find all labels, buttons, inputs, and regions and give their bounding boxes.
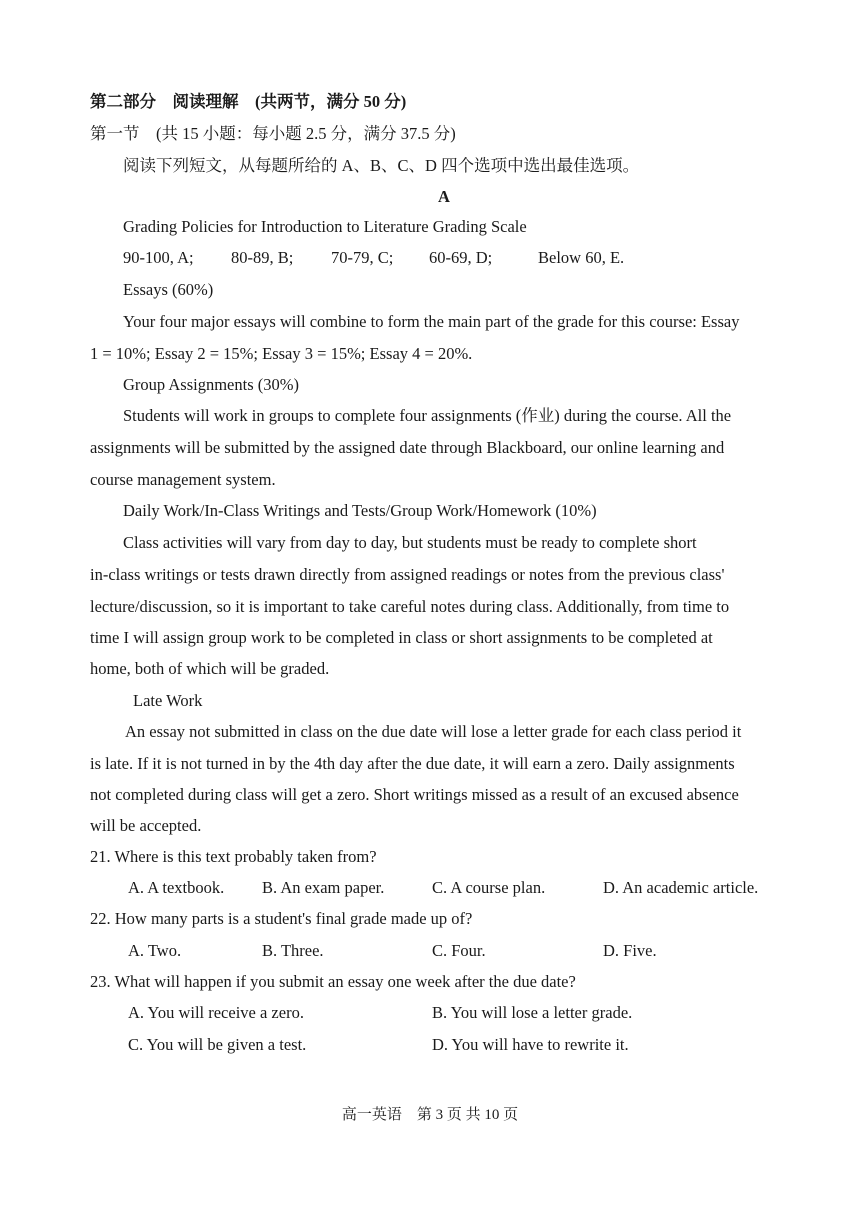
paragraph-line: course management system.	[90, 470, 276, 489]
option-a[interactable]: A. Two.	[128, 941, 182, 960]
option-c[interactable]: C. Four.	[432, 941, 486, 960]
option-c[interactable]: C. A course plan.	[432, 878, 546, 897]
paragraph-line: time I will assign group work to be completed in class or short assignments to be completed at	[90, 628, 713, 647]
grade-scale-item: 70-79, C;	[331, 248, 394, 267]
paragraph-line: Your four major essays will combine to form the main part of the grade for this course: Essay	[123, 312, 740, 331]
grade-scale-item: Below 60, E.	[538, 248, 625, 267]
page-footer: 高一英语 第 3 页 共 10 页	[341, 1107, 519, 1123]
paragraph-line: Students will work in groups to complete four assignments (作业) during the course. All the	[123, 406, 732, 425]
paragraph-line: is late. If it is not turned in by the 4th day after the due date, it will earn a zero. Daily assignments	[90, 754, 735, 773]
option-b[interactable]: B. Three.	[262, 941, 324, 960]
option-a[interactable]: A. A textbook.	[128, 878, 225, 897]
option-d[interactable]: D. Five.	[603, 941, 657, 960]
paragraph-line: not completed during class will get a zero. Short writings missed as a result of an excused absence	[90, 785, 739, 804]
paragraph-line: 1 = 10%; Essay 2 = 15%; Essay 3 = 15%; Essay 4 = 20%.	[90, 344, 473, 363]
option-a[interactable]: A. You will receive a zero.	[128, 1003, 304, 1022]
paragraph-line: lecture/discussion, so it is important to take careful notes during class. Additionally, from time to	[90, 597, 730, 616]
option-c[interactable]: C. You will be given a test.	[128, 1035, 307, 1054]
paragraph-line: in-class writings or tests drawn directly from assigned readings or notes from the previous class'	[90, 565, 725, 584]
question-stem: 23. What will happen if you submit an essay one week after the due date?	[90, 972, 576, 991]
passage-title: Grading Policies for Introduction to Literature Grading Scale	[123, 217, 527, 236]
question-stem: 22. How many parts is a student's final grade made up of?	[90, 909, 473, 928]
grade-scale-item: 60-69, D;	[429, 248, 493, 267]
question-stem: 21. Where is this text probably taken from?	[90, 847, 377, 866]
part-title: 第二部分 阅读理解 (共两节，满分 50 分)	[90, 92, 407, 111]
paragraph-line: An essay not submitted in class on the due date will lose a letter grade for each class period it	[125, 722, 742, 741]
passage-letter: A	[438, 187, 450, 206]
paragraph-line: home, both of which will be graded.	[90, 659, 330, 678]
paragraph-line: assignments will be submitted by the assigned date through Blackboard, our online learning and	[90, 438, 725, 457]
grade-scale-item: 90-100, A;	[123, 248, 194, 267]
paragraph-line: will be accepted.	[90, 816, 202, 835]
late-heading: Late Work	[133, 691, 203, 710]
paragraph-line: Class activities will vary from day to day, but students must be ready to complete short	[123, 533, 697, 552]
group-heading: Group Assignments (30%)	[123, 375, 299, 394]
option-b[interactable]: B. You will lose a letter grade.	[432, 1003, 633, 1022]
instruction: 阅读下列短文，从每题所给的 A、B、C、D 四个选项中选出最佳选项。	[123, 156, 640, 175]
essays-heading: Essays (60%)	[123, 280, 214, 299]
grade-scale-item: 80-89, B;	[231, 248, 294, 267]
section-title: 第一节 (共 15 小题：每小题 2.5 分，满分 37.5 分)	[90, 124, 456, 143]
daily-heading: Daily Work/In-Class Writings and Tests/Group Work/Homework (10%)	[123, 501, 597, 520]
option-d[interactable]: D. An academic article.	[603, 878, 759, 897]
option-d[interactable]: D. You will have to rewrite it.	[432, 1035, 629, 1054]
option-b[interactable]: B. An exam paper.	[262, 878, 385, 897]
